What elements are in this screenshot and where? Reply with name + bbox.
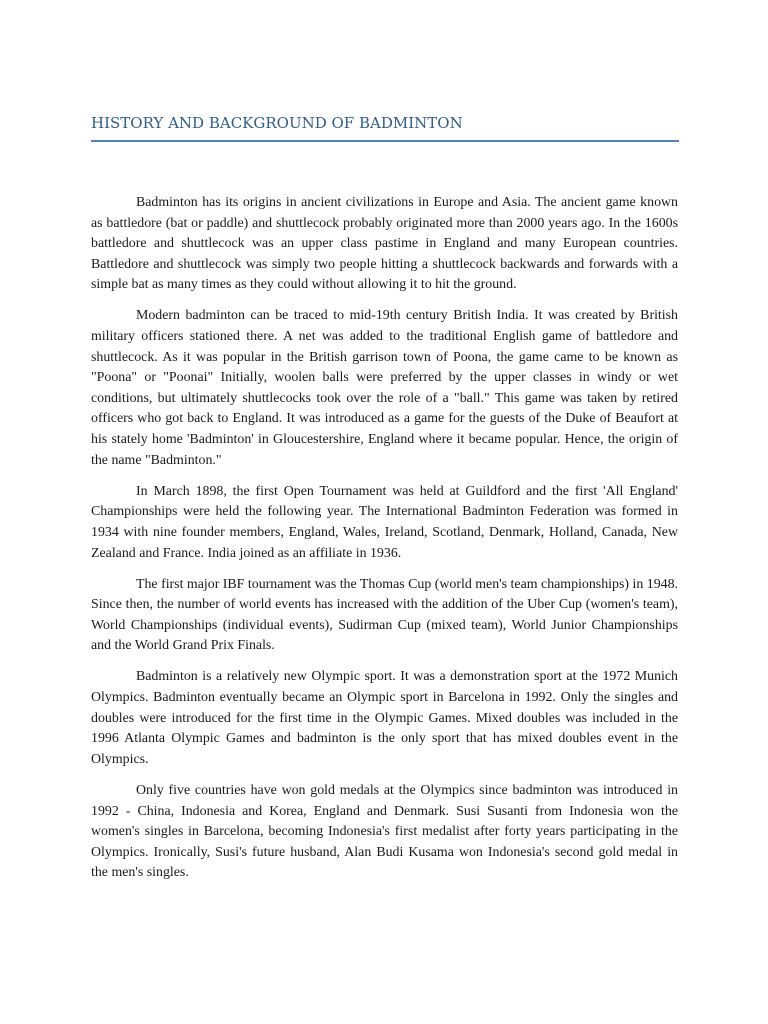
page-title: HISTORY AND BACKGROUND OF BADMINTON <box>91 114 463 132</box>
paragraph-ibf-tournaments: The first major IBF tournament was the Thomas Cup (world men's team championships) in 1948. Since then, the number of world events has increased with the addition of the Uber Cup (women's team), World Championships (individual events), Sudirman Cup (mixed team), World Junior Championships and the World Grand Prix Finals. <box>91 576 678 654</box>
paragraph-gold-medals: Only five countries have won gold medals at the Olympics since badminton was introduced in 1992 - China, Indonesia and Korea, England and Denmark. Susi Susanti from Indonesia won the women's singles in Barcelona, becoming Indonesia's first medalist after forty years participating in the Olympics. Ironically, Susi's future husband, Alan Budi Kusama won Indonesia's second gold medal in the men's singles. <box>91 782 678 881</box>
paragraph-origins: Badminton has its origins in ancient civilizations in Europe and Asia. The ancient game known as battledore (bat or paddle) and shuttlecock probably originated more than 2000 years ago. In the 1600s battledore and shuttlecock was an upper class pastime in England and many European countries. Battledore and shuttlecock was simply two people hitting a shuttlecock backwards and forwards with a simple bat as many times as they could without allowing it to hit the ground. <box>91 195 678 293</box>
title-underline <box>91 140 679 142</box>
paragraph-modern-badminton: Modern badminton can be traced to mid-19th century British India. It was created by British military officers stationed there. A net was added to the traditional English game of battledore and shuttlecock. As it was popular in the British garrison town of Poona, the game came to be known as "Poona" or "Poonai" Initially, woolen balls were preferred by the upper classes in windy or wet conditions, but ultimately shuttlecocks took over the role of a "ball." This game was taken by retired officers who got back to England. It was introduced as a game for the guests of the Duke of Beaufort at his stately home 'Badminton' in Gloucestershire, England where it became popular. Hence, the origin of the name "Badminton." <box>91 308 678 468</box>
paragraph-championships: In March 1898, the first Open Tournament was held at Guildford and the first 'All England' Championships were held the following year. The International Badminton Federation was formed in 1934 with nine founder members, England, Wales, Ireland, Scotland, Denmark, Holland, Canada, New Zealand and France. India joined as an affiliate in 1936. <box>91 483 678 561</box>
paragraph-olympic-sport: Badminton is a relatively new Olympic sport. It was a demonstration sport at the 1972 Munich Olympics. Badminton eventually became an Olympic sport in Barcelona in 1992. Only the singles and doubles were introduced for the first time in the Olympic Games. Mixed doubles was included in the 1996 Atlanta Olympic Games and badminton is the only sport that has mixed doubles event in the Olympics. <box>91 669 678 767</box>
document-body <box>91 193 678 894</box>
